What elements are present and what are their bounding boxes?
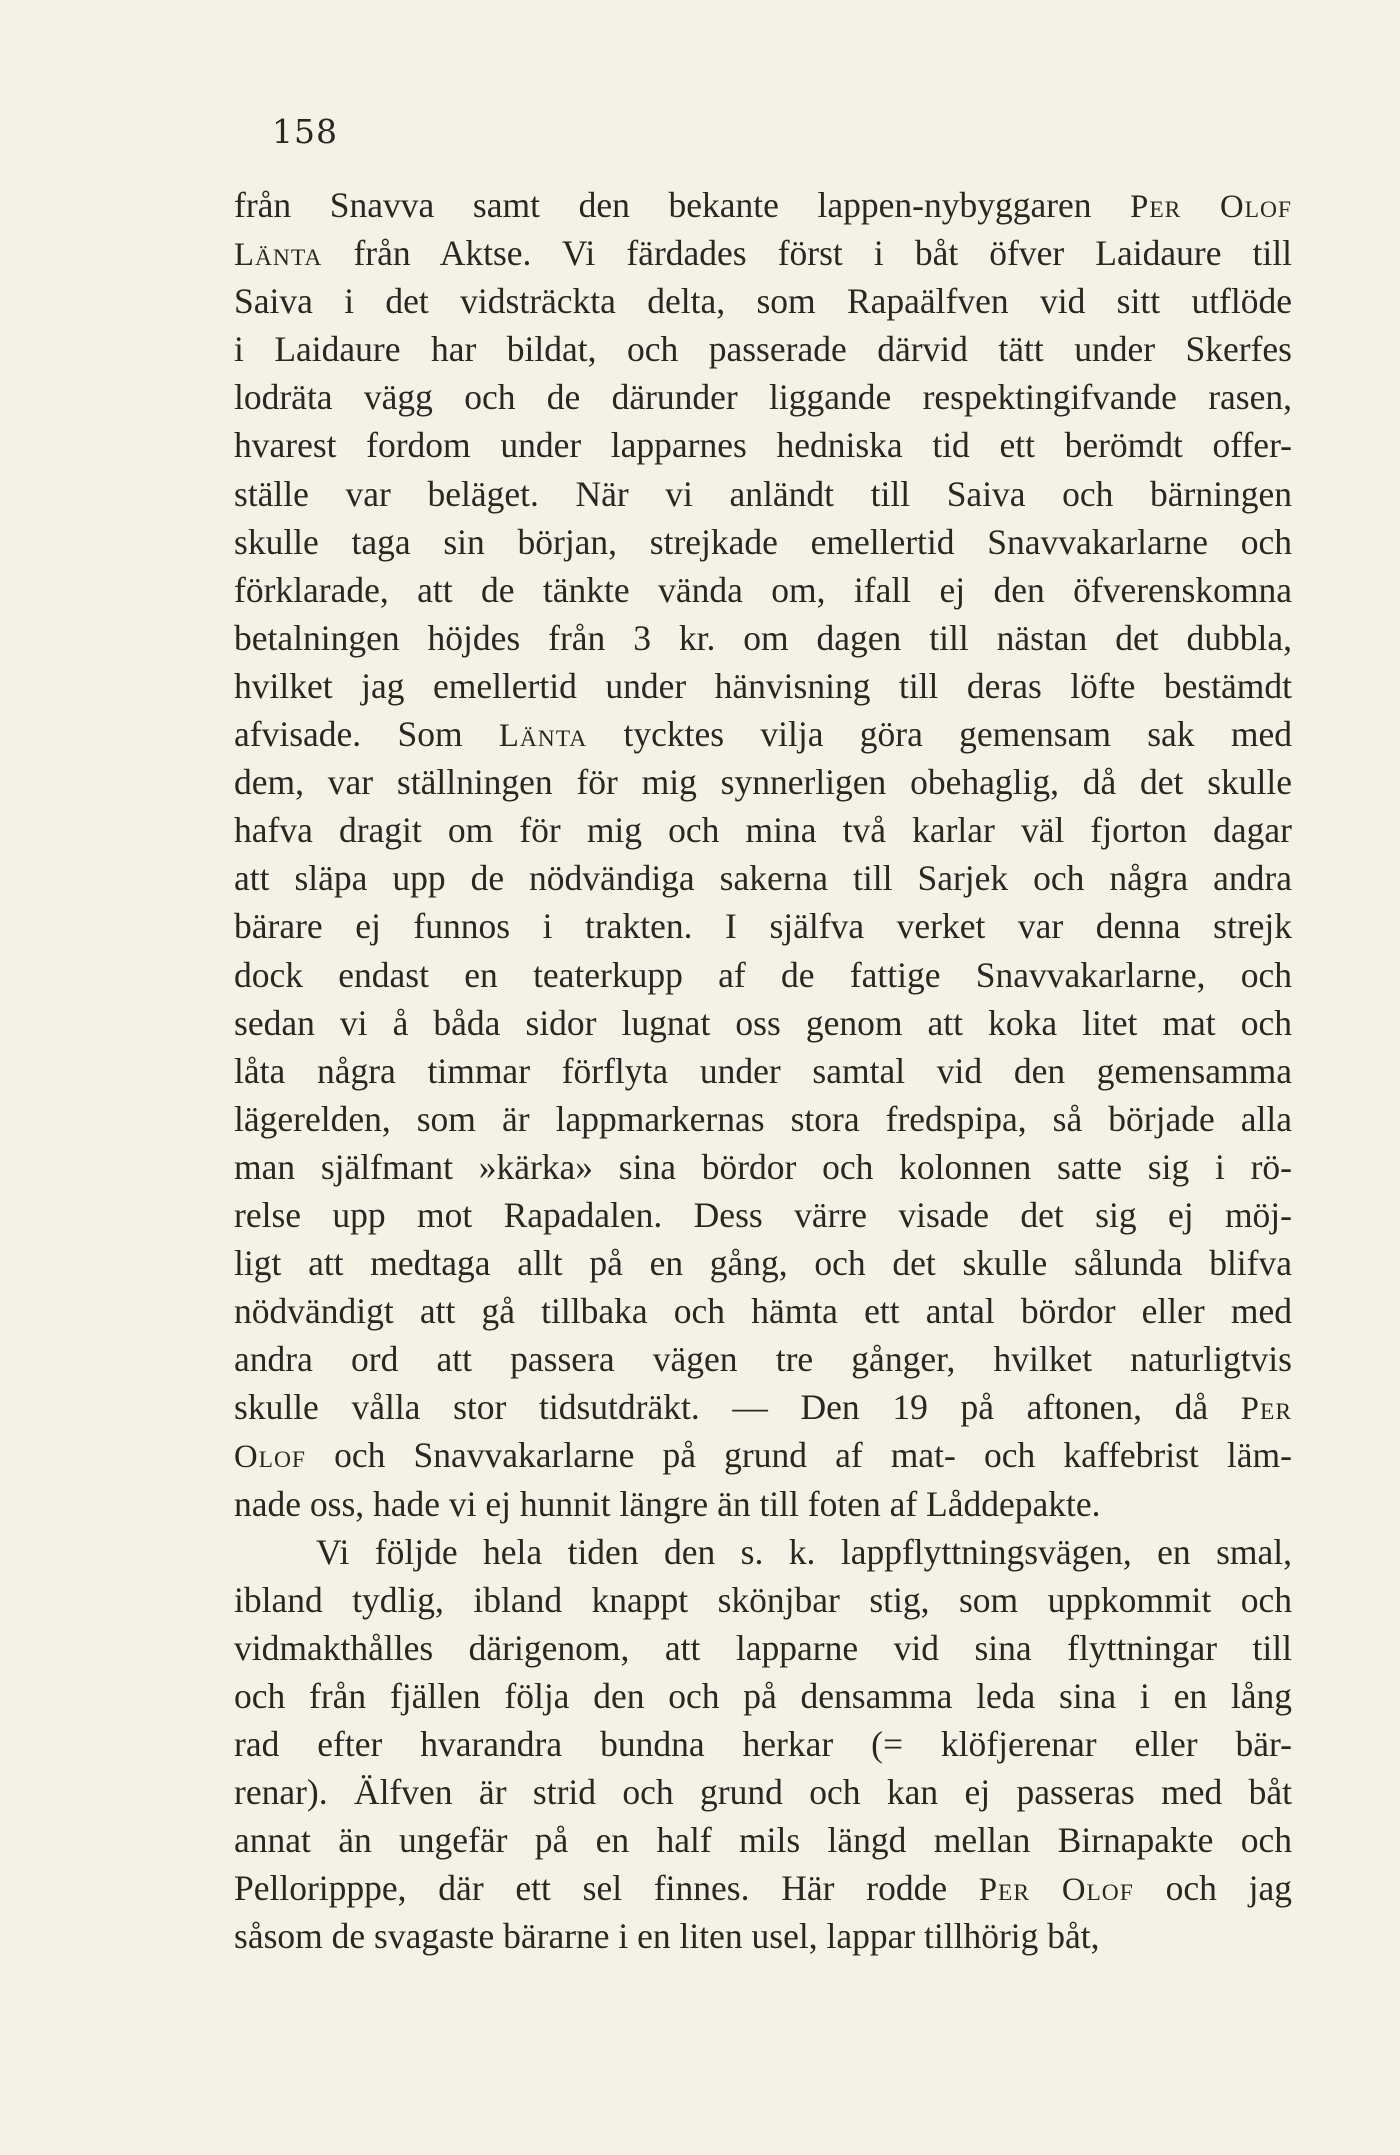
text-line: man själfmant »kärka» sina bördor och kolonnen satte sig i rö- <box>234 1146 1292 1187</box>
text-line: nade oss, hade vi ej hunnit längre än till foten af Låddepakte. <box>234 1483 1101 1524</box>
text-line: ligt att medtaga allt på en gång, och det skulle sålunda blifva <box>234 1243 1292 1284</box>
page-number: 158 <box>272 112 338 151</box>
text-line: relse upp mot Rapadalen. Dess värre visade det sig ej möj- <box>234 1194 1292 1235</box>
text-line: hafva dragit om för mig och mina två karlar väl fjorton dagar <box>234 810 1292 851</box>
text-line: från Snavva samt den bekante lappen-nybyggaren PER OLOF <box>234 185 1292 225</box>
text-line: vidmakthålles därigenom, att lapparne vid sina flyttningar till <box>234 1627 1292 1668</box>
text-line: nödvändigt att gå tillbaka och hämta ett antal bördor eller med <box>234 1291 1292 1332</box>
text-line: afvisade. Som LÄNTA tycktes vilja göra gemensam sak med <box>234 714 1292 755</box>
text-line: lodräta vägg och de därunder liggande respektingifvande rasen, <box>234 377 1292 418</box>
text-line: skulle taga sin början, strejkade emellertid Snavvakarlarne och <box>234 521 1292 562</box>
text-line: annat än ungefär på en half mils längd mellan Birnapakte och <box>234 1820 1292 1861</box>
text-line: och från fjällen följa den och på densamma leda sina i en lång <box>234 1675 1292 1716</box>
text-line: Saiva i det vidsträckta delta, som Rapaälfven vid sitt utflöde <box>234 281 1292 322</box>
text-line: förklarade, att de tänkte vända om, ifall ej den öfverenskomna <box>234 569 1292 610</box>
text-line: Vi följde hela tiden den s. k. lappflyttningsvägen, en smal, <box>316 1531 1292 1572</box>
text-line: låta några timmar förflyta under samtal vid den gemensamma <box>234 1050 1292 1091</box>
text-line: att släpa upp de nödvändiga sakerna till Sarjek och några andra <box>234 858 1292 899</box>
text-line: skulle vålla stor tidsutdräkt. — Den 19 på aftonen, då PER <box>234 1387 1292 1428</box>
text-line: bärare ej funnos i trakten. I själfva verket var denna strejk <box>234 906 1292 947</box>
text-line: lägerelden, som är lappmarkernas stora fredspipa, så började alla <box>234 1098 1292 1139</box>
text-line: ibland tydlig, ibland knappt skönjbar stig, som uppkommit och <box>234 1579 1292 1620</box>
text-line: Pelloripppe, där ett sel finnes. Här rodde PER OLOF och jag <box>234 1868 1293 1909</box>
body-text <box>234 181 1292 1960</box>
text-line: OLOF och Snavvakarlarne på grund af mat- och kaffebrist läm- <box>234 1435 1292 1476</box>
text-line: renar). Älfven är strid och grund och kan ej passeras med båt <box>234 1772 1292 1813</box>
text-line: ställe var beläget. När vi anländt till Saiva och bärningen <box>234 473 1292 514</box>
text-line: rad efter hvarandra bundna herkar (= klöfjerenar eller bär- <box>234 1724 1292 1764</box>
text-line: i Laidaure har bildat, och passerade därvid tätt under Skerfes <box>234 329 1292 370</box>
text-line: andra ord att passera vägen tre gånger, hvilket naturligtvis <box>234 1339 1292 1380</box>
text-line: sedan vi å båda sidor lugnat oss genom att koka litet mat och <box>234 1002 1292 1043</box>
text-line: hvilket jag emellertid under hänvisning till deras löfte bestämdt <box>234 665 1292 706</box>
text-line: dock endast en teaterkupp af de fattige Snavvakarlarne, och <box>234 954 1292 995</box>
text-line: såsom de svagaste bärarne i en liten usel, lappar tillhörig båt, <box>234 1916 1100 1957</box>
text-line: betalningen höjdes från 3 kr. om dagen till nästan det dubbla, <box>234 617 1292 658</box>
text-line: LÄNTA från Aktse. Vi färdades först i båt öfver Laidaure till <box>234 233 1292 274</box>
text-line: hvarest fordom under lapparnes hedniska tid ett berömdt offer- <box>234 425 1292 466</box>
text-line: dem, var ställningen för mig synnerligen obehaglig, då det skulle <box>234 762 1292 803</box>
